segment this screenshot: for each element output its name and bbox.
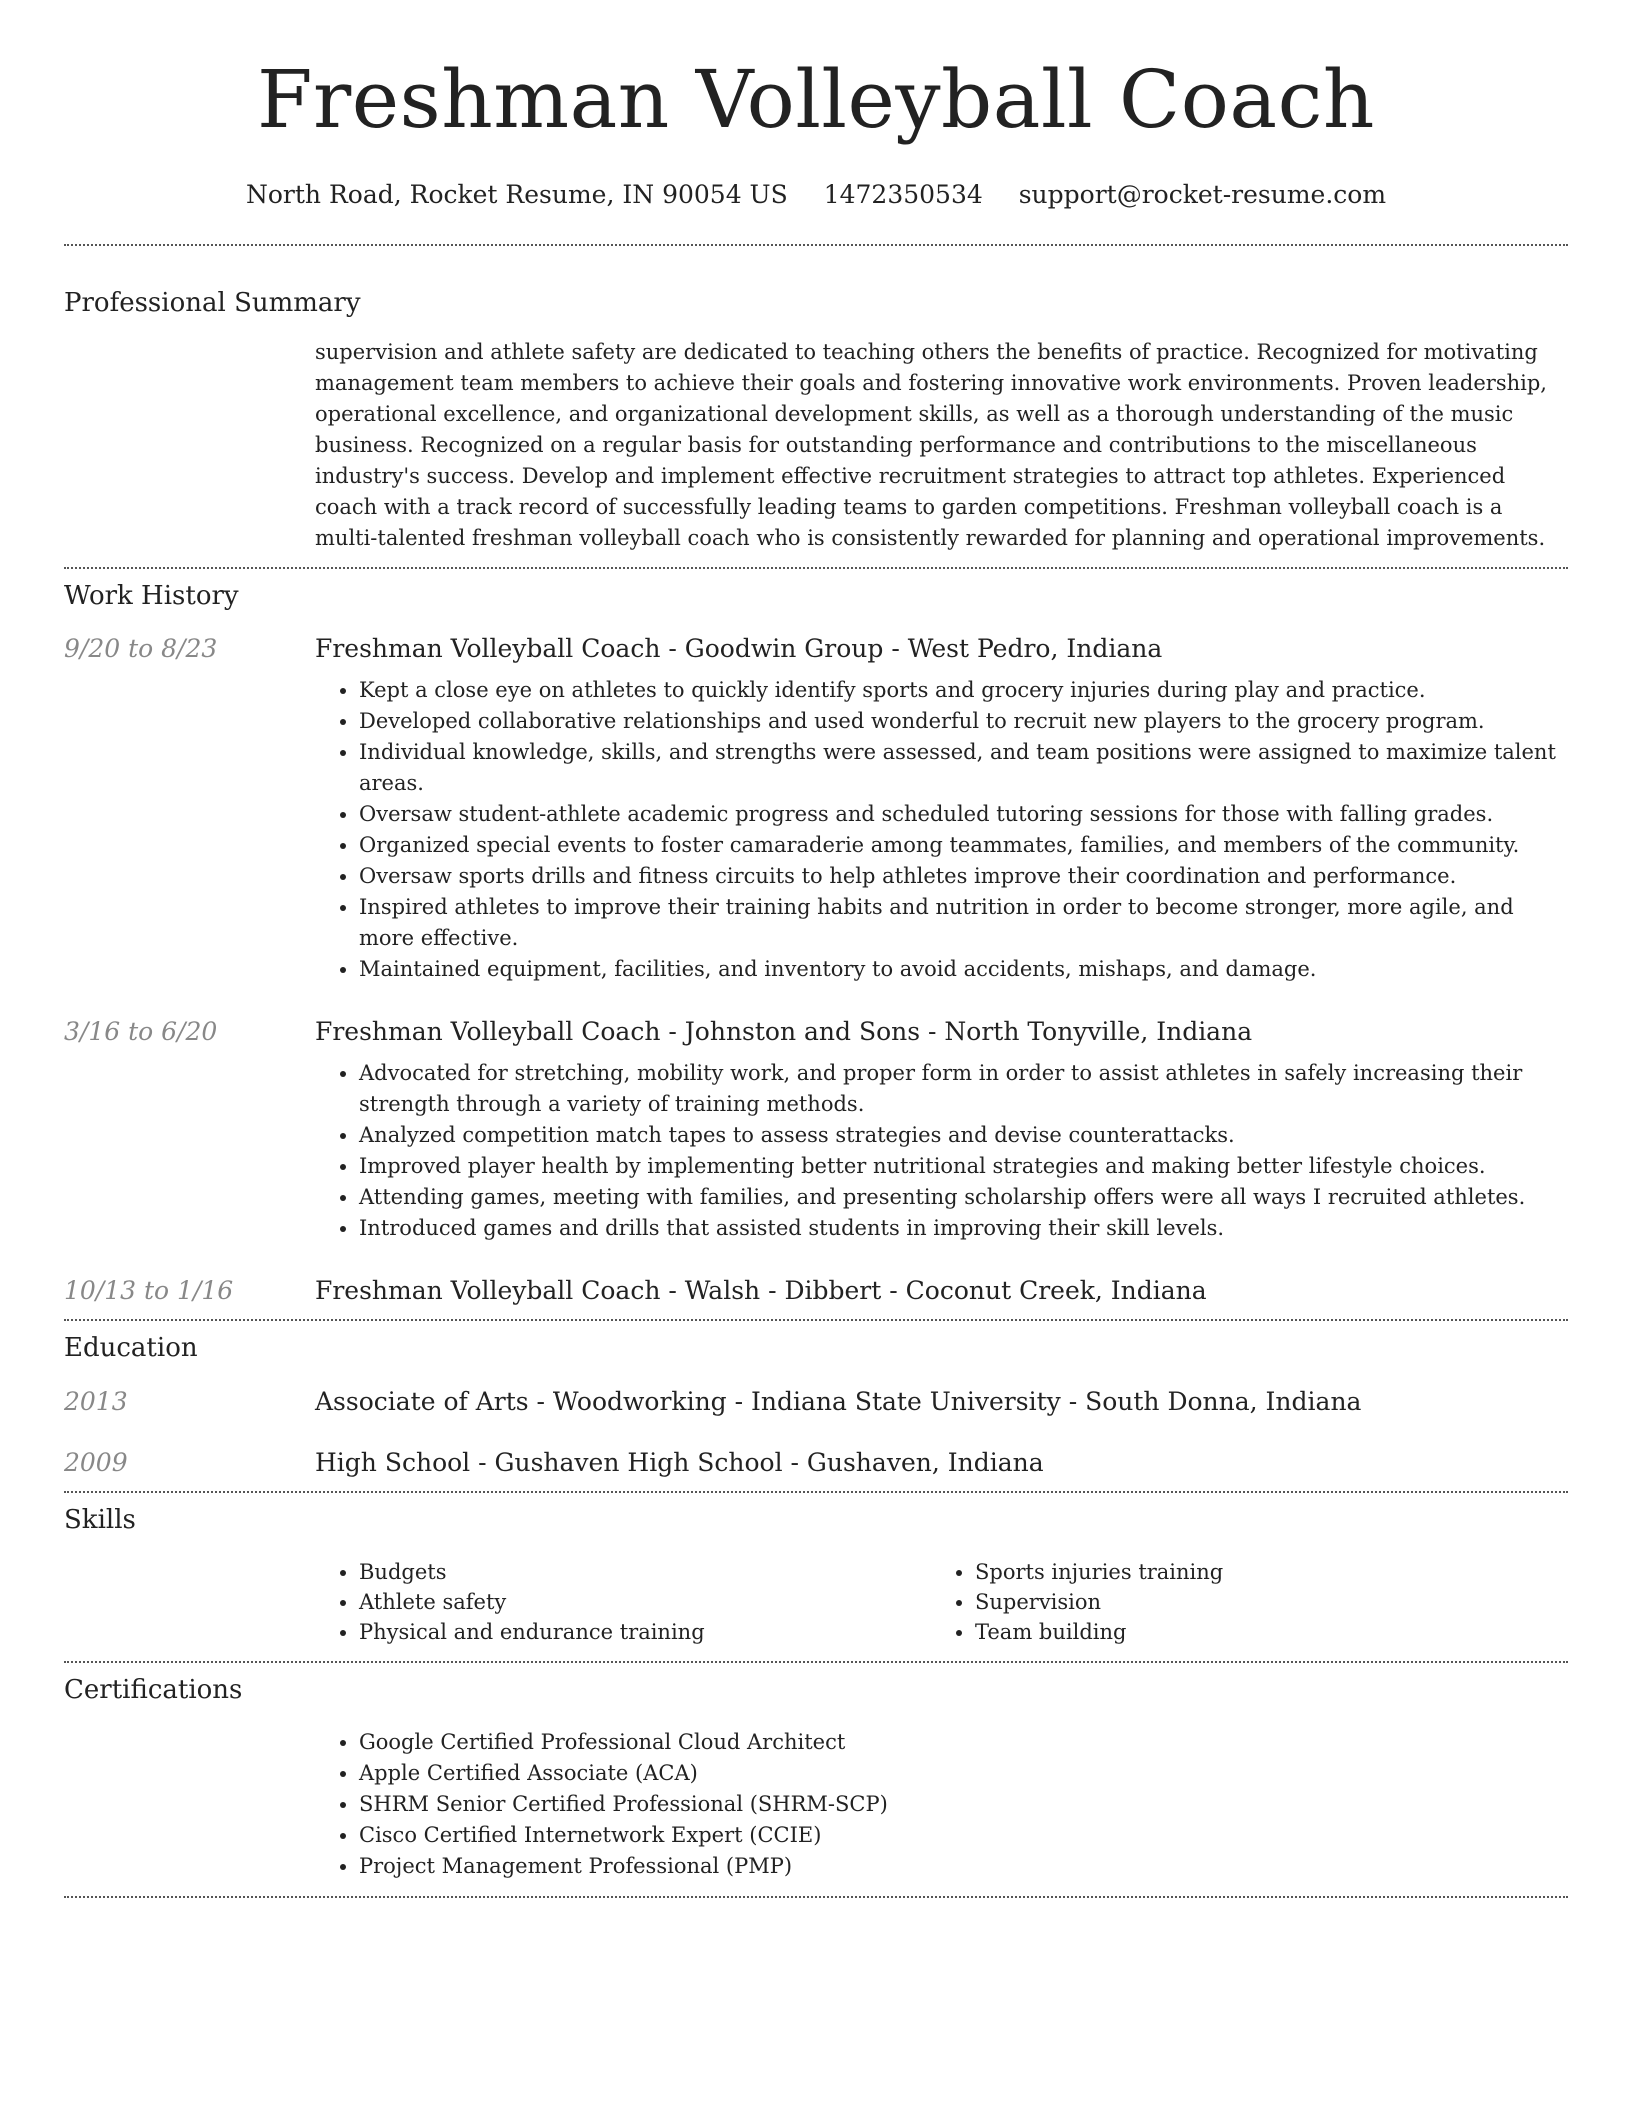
job-title: Freshman Volleyball Coach - Goodwin Group - West Pedro, Indiana (315, 634, 1163, 663)
list-item: • Developed collaborative relationships and used wonderful to recruit new players to the grocery program. (359, 706, 1568, 737)
job-entry (64, 1276, 1568, 1305)
skills-list (315, 1557, 1568, 1647)
list-item: • Improved player health by implementing better nutritional strategies and making better lifestyle choices. (359, 1151, 1568, 1182)
list-item: • Cisco Certified Internetwork Expert (CCIE) (359, 1820, 1568, 1851)
list-item: • Sports injuries training (975, 1557, 1223, 1587)
section-divider (64, 244, 1568, 246)
education-date: 2013 (64, 1387, 128, 1416)
education-entry (64, 1448, 1568, 1477)
list-item: • Attending games, meeting with families, and presenting scholarship offers were all ways I recruited athletes. (359, 1182, 1568, 1213)
list-item: • Introduced games and drills that assisted students in improving their skill levels. (359, 1213, 1568, 1244)
section-title-summary: Professional Summary (64, 288, 361, 318)
section-divider (64, 567, 1568, 569)
list-item: • Kept a close eye on athletes to quickly identify sports and grocery injuries during play and practice. (359, 675, 1568, 706)
section-divider (64, 1491, 1568, 1493)
list-item: • Advocated for stretching, mobility work, and proper form in order to assist athletes in safely increasing their strength through a variety of training methods. (359, 1058, 1568, 1120)
education-title: High School - Gushaven High School - Gushaven, Indiana (315, 1448, 1044, 1477)
job-bullets (315, 675, 1568, 985)
section-title-skills: Skills (64, 1505, 136, 1535)
job-title: Freshman Volleyball Coach - Johnston and Sons - North Tonyville, Indiana (315, 1017, 1253, 1046)
job-bullets (315, 1058, 1568, 1244)
list-item: • Organized special events to foster camaraderie among teammates, families, and members of the community. (359, 830, 1568, 861)
list-item: • Oversaw sports drills and fitness circuits to help athletes improve their coordination and performance. (359, 861, 1568, 892)
job-date: 9/20 to 8/23 (64, 634, 218, 663)
list-item: • Budgets (359, 1557, 931, 1587)
list-item: • Project Management Professional (PMP) (359, 1851, 1568, 1882)
list-item: • Inspired athletes to improve their training habits and nutrition in order to become stronger, more agile, and more effective. (359, 892, 1568, 954)
list-item: • Team building (975, 1617, 1223, 1647)
education-date: 2009 (64, 1448, 128, 1477)
education-entry (64, 1387, 1568, 1416)
section-title-education: Education (64, 1333, 198, 1363)
list-item: • Physical and endurance training (359, 1617, 931, 1647)
summary-text: supervision and athlete safety are dedicated to teaching others the benefits of practice. Recognized for motivating management team members to achieve their goals and fostering innovative work environments. Proven leadership, operational excellence, and organizational development skills, as well as a thorough understanding of the music business. Recognized on a regular basis for outstanding performance and contributions to the miscellaneous industry's success. Develop and implement effective recruitment strategies to attract top athletes. Experienced coach with a track record of successfully leading teams to garden competitions. Freshman volleyball coach is a multi-talented freshman volleyball coach who is consistently rewarded for planning and operational improvements. (315, 340, 1547, 550)
job-date: 10/13 to 1/16 (64, 1276, 234, 1305)
resume-name: Freshman Volleyball Coach (257, 53, 1375, 146)
certifications-list (315, 1727, 1568, 1882)
list-item: • Maintained equipment, facilities, and inventory to avoid accidents, mishaps, and damage. (359, 954, 1568, 985)
contact-line (64, 178, 1568, 212)
list-item: • Individual knowledge, skills, and strengths were assessed, and team positions were assigned to maximize talent areas. (359, 737, 1568, 799)
contact-address: North Road, Rocket Resume, IN 90054 US (245, 180, 788, 209)
section-title-certifications: Certifications (64, 1675, 243, 1705)
job-entry (64, 1017, 1568, 1046)
list-item: • SHRM Senior Certified Professional (SHRM-SCP) (359, 1789, 1568, 1820)
job-title: Freshman Volleyball Coach - Walsh - Dibbert - Coconut Creek, Indiana (315, 1276, 1207, 1305)
section-title-work: Work History (64, 581, 239, 611)
list-item: • Apple Certified Associate (ACA) (359, 1758, 1568, 1789)
list-item: • Athlete safety (359, 1587, 931, 1617)
list-item: • Google Certified Professional Cloud Architect (359, 1727, 1568, 1758)
skills-column-2 (931, 1557, 1223, 1647)
contact-phone: 1472350534 (823, 180, 983, 209)
contact-email: support@rocket-resume.com (1018, 180, 1387, 209)
section-divider (64, 1319, 1568, 1321)
list-item: • Supervision (975, 1587, 1223, 1617)
list-item: • Analyzed competition match tapes to assess strategies and devise counterattacks. (359, 1120, 1568, 1151)
job-date: 3/16 to 6/20 (64, 1017, 218, 1046)
section-divider (64, 1896, 1568, 1898)
list-item: • Oversaw student-athlete academic progress and scheduled tutoring sessions for those with falling grades. (359, 799, 1568, 830)
education-title: Associate of Arts - Woodworking - Indiana State University - South Donna, Indiana (315, 1387, 1362, 1416)
skills-column-1 (315, 1557, 931, 1647)
job-entry (64, 634, 1568, 663)
section-divider (64, 1661, 1568, 1663)
